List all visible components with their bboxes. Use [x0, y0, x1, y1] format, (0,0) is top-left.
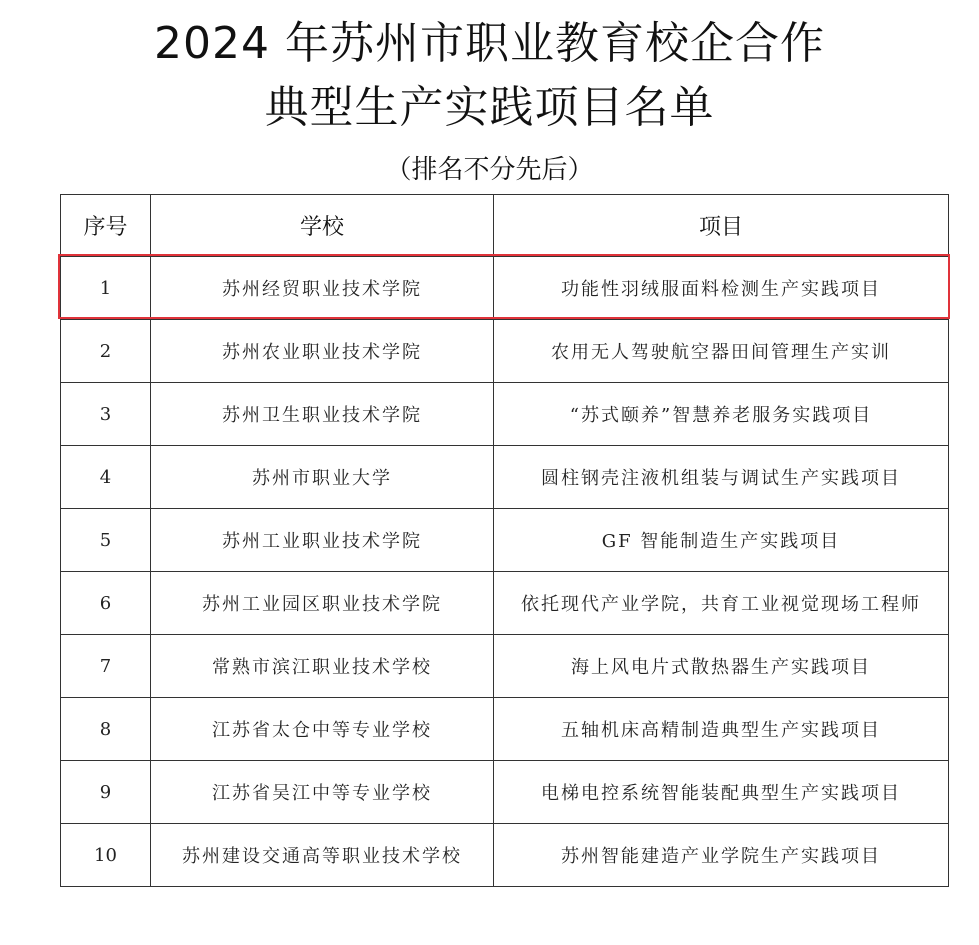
row-number: 1 [61, 257, 151, 320]
row-school: 苏州工业职业技术学院 [151, 509, 494, 572]
table-row [61, 509, 949, 572]
row-number: 9 [61, 761, 151, 824]
table-row [61, 383, 949, 446]
row-school: 苏州农业职业技术学院 [151, 320, 494, 383]
row-project: 农用无人驾驶航空器田间管理生产实训 [494, 320, 949, 383]
row-project: 海上风电片式散热器生产实践项目 [494, 635, 949, 698]
table-row [61, 635, 949, 698]
row-number: 6 [61, 572, 151, 635]
row-project: 圆柱钢壳注液机组装与调试生产实践项目 [494, 446, 949, 509]
row-number: 7 [61, 635, 151, 698]
row-school: 苏州建设交通高等职业技术学校 [151, 824, 494, 887]
table-row [61, 761, 949, 824]
table-row [61, 320, 949, 383]
project-list-table [60, 194, 949, 887]
row-project: 功能性羽绒服面料检测生产实践项目 [494, 257, 949, 320]
row-project: 苏州智能建造产业学院生产实践项目 [494, 824, 949, 887]
table-row [61, 572, 949, 635]
row-project: 五轴机床高精制造典型生产实践项目 [494, 698, 949, 761]
row-number: 3 [61, 383, 151, 446]
header-project: 项目 [494, 195, 949, 257]
table-row [61, 824, 949, 887]
table-header-row [61, 195, 949, 257]
row-school: 江苏省太仓中等专业学校 [151, 698, 494, 761]
document-subtitle: （排名不分先后） [385, 155, 594, 185]
table-row [61, 257, 949, 320]
row-project: “苏式颐养”智慧养老服务实践项目 [494, 383, 949, 446]
row-school: 江苏省吴江中等专业学校 [151, 761, 494, 824]
row-project: 依托现代产业学院，共育工业视觉现场工程师 [494, 572, 949, 635]
row-school: 常熟市滨江职业技术学校 [151, 635, 494, 698]
document-title-line-2: 典型生产实践项目名单 [264, 82, 715, 133]
document-title-line-1: 2024 年苏州市职业教育校企合作 [154, 18, 825, 69]
row-project: 电梯电控系统智能装配典型生产实践项目 [494, 761, 949, 824]
row-number: 2 [61, 320, 151, 383]
row-number: 10 [61, 824, 151, 887]
header-no: 序号 [61, 195, 151, 257]
table-row [61, 698, 949, 761]
row-number: 4 [61, 446, 151, 509]
row-school: 苏州工业园区职业技术学院 [151, 572, 494, 635]
table-row [61, 446, 949, 509]
row-number: 5 [61, 509, 151, 572]
row-project: GF 智能制造生产实践项目 [494, 509, 949, 572]
row-school: 苏州市职业大学 [151, 446, 494, 509]
row-school: 苏州卫生职业技术学院 [151, 383, 494, 446]
header-school: 学校 [151, 195, 494, 257]
row-school: 苏州经贸职业技术学院 [151, 257, 494, 320]
row-number: 8 [61, 698, 151, 761]
